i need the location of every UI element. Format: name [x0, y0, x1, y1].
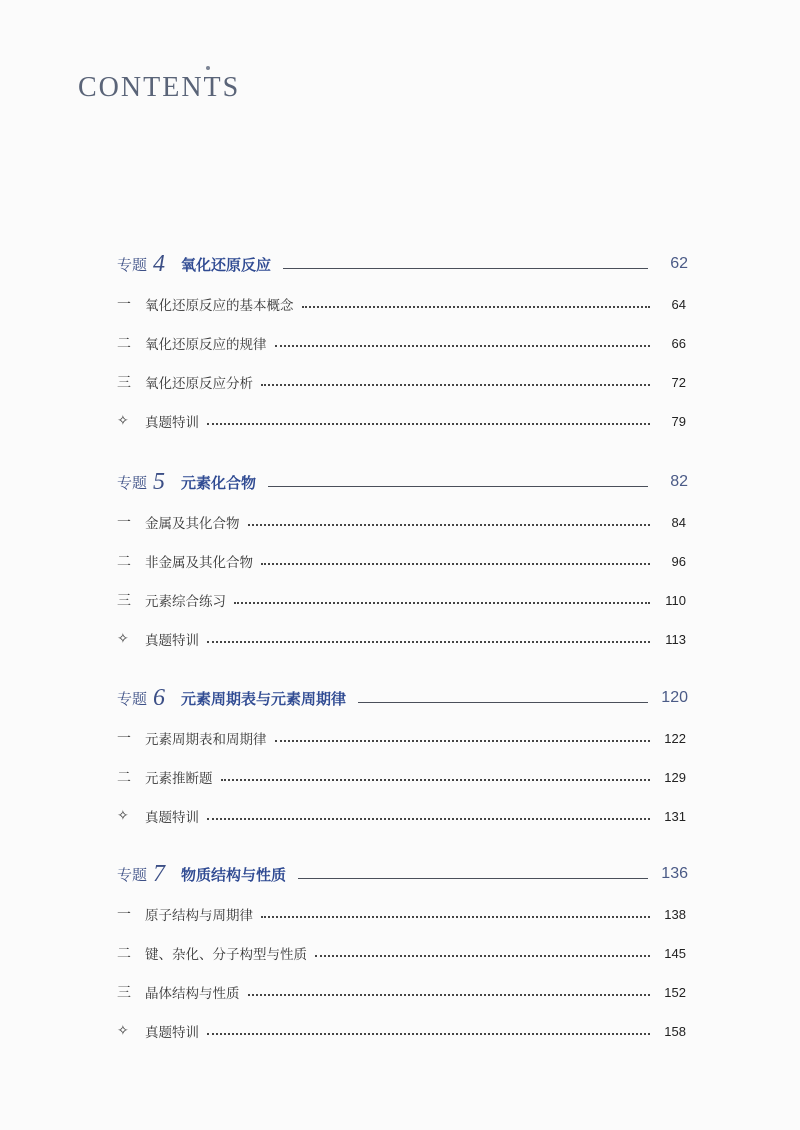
section-title: 非金属及其化合物 — [145, 555, 253, 571]
dot-leader — [275, 740, 651, 742]
section-page-number: 145 — [664, 945, 686, 961]
section-page-number: 131 — [664, 808, 686, 824]
chapter-number: 5 — [153, 469, 166, 495]
chapter-title: 氧化还原反应 — [181, 255, 272, 274]
chapter-page-number: 62 — [670, 255, 688, 272]
section-title: 真题特训 — [145, 633, 199, 649]
dot-leader — [248, 994, 651, 996]
section-page-number: 72 — [671, 374, 686, 390]
section-page-number: 138 — [664, 906, 686, 922]
chapter-rule — [268, 486, 648, 487]
toc-section[interactable] — [117, 510, 686, 534]
section-title: 元素周期表和周期律 — [145, 732, 267, 748]
section-marker: 三 — [117, 375, 131, 391]
section-marker: 二 — [117, 554, 131, 570]
section-title: 原子结构与周期律 — [145, 908, 253, 924]
toc-section[interactable] — [117, 331, 686, 355]
section-title: 键、杂化、分子构型与性质 — [145, 947, 307, 963]
toc-section[interactable] — [117, 804, 686, 828]
chapter-number: 6 — [153, 685, 166, 711]
chapter-prefix: 专题 — [117, 689, 148, 708]
section-title: 氧化还原反应的基本概念 — [145, 298, 294, 314]
dot-leader — [234, 602, 650, 604]
dot-leader — [221, 779, 651, 781]
section-page-number: 129 — [664, 769, 686, 785]
section-title: 金属及其化合物 — [145, 516, 240, 532]
toc-chapter-4[interactable] — [117, 252, 686, 276]
toc-section[interactable] — [117, 292, 686, 316]
section-title: 真题特训 — [145, 415, 199, 431]
toc-chapter-7[interactable] — [117, 862, 686, 886]
toc-section[interactable] — [117, 726, 686, 750]
dot-leader — [207, 423, 650, 425]
section-marker: 一 — [117, 515, 131, 531]
chapter-page-number: 136 — [661, 865, 688, 882]
toc-section[interactable] — [117, 1019, 686, 1043]
section-title: 晶体结构与性质 — [145, 986, 240, 1002]
toc-section[interactable] — [117, 627, 686, 651]
toc-section[interactable] — [117, 409, 686, 433]
chapter-number: 7 — [153, 861, 166, 887]
chapter-prefix: 专题 — [117, 473, 148, 492]
section-marker: ✧ — [117, 631, 129, 647]
dot-leader — [207, 818, 650, 820]
section-page-number: 113 — [665, 631, 686, 647]
section-marker: 二 — [117, 946, 131, 962]
dot-leader — [207, 641, 650, 643]
dot-leader — [315, 955, 650, 957]
section-marker: 二 — [117, 770, 131, 786]
section-title: 真题特训 — [145, 1025, 199, 1041]
toc-section[interactable] — [117, 902, 686, 926]
chapter-title: 元素化合物 — [181, 473, 257, 492]
section-marker: 一 — [117, 731, 131, 747]
section-title: 氧化还原反应的规律 — [145, 337, 267, 353]
toc-chapter-6[interactable] — [117, 686, 686, 710]
section-marker: ✧ — [117, 1023, 129, 1039]
chapter-number: 4 — [153, 251, 166, 277]
dot-leader — [261, 916, 650, 918]
toc-section[interactable] — [117, 765, 686, 789]
section-page-number: 64 — [671, 296, 686, 312]
dot-leader — [261, 384, 650, 386]
chapter-title: 元素周期表与元素周期律 — [181, 689, 347, 708]
section-marker: 一 — [117, 297, 131, 313]
chapter-prefix: 专题 — [117, 255, 148, 274]
toc-section[interactable] — [117, 980, 686, 1004]
section-page-number: 110 — [665, 592, 686, 608]
section-page-number: 122 — [664, 730, 686, 746]
chapter-rule — [283, 268, 648, 269]
section-page-number: 66 — [671, 335, 686, 351]
dot-leader — [275, 345, 651, 347]
chapter-title: 物质结构与性质 — [181, 865, 287, 884]
dot-leader — [302, 306, 651, 308]
section-page-number: 158 — [664, 1023, 686, 1039]
section-marker: 一 — [117, 907, 131, 923]
section-page-number: 84 — [671, 514, 686, 530]
chapter-page-number: 120 — [661, 689, 688, 706]
section-title: 真题特训 — [145, 810, 199, 826]
chapter-rule — [298, 878, 648, 879]
dot-leader — [261, 563, 650, 565]
chapter-prefix: 专题 — [117, 865, 148, 884]
section-marker: 三 — [117, 985, 131, 1001]
section-title: 氧化还原反应分析 — [145, 376, 253, 392]
section-title: 元素推断题 — [145, 771, 213, 787]
chapter-rule — [358, 702, 648, 703]
toc-section[interactable] — [117, 549, 686, 573]
section-page-number: 96 — [671, 553, 686, 569]
chapter-page-number: 82 — [670, 473, 688, 490]
contents-title: CONTENTS — [78, 72, 241, 103]
section-page-number: 79 — [671, 413, 686, 429]
section-title: 元素综合练习 — [145, 594, 226, 610]
toc-section[interactable] — [117, 588, 686, 612]
section-marker: 二 — [117, 336, 131, 352]
section-marker: 三 — [117, 593, 131, 609]
toc-section[interactable] — [117, 941, 686, 965]
dot-leader — [207, 1033, 650, 1035]
toc-chapter-5[interactable] — [117, 470, 686, 494]
section-page-number: 152 — [664, 984, 686, 1000]
toc-section[interactable] — [117, 370, 686, 394]
section-marker: ✧ — [117, 413, 129, 429]
section-marker: ✧ — [117, 808, 129, 824]
dot-leader — [248, 524, 651, 526]
